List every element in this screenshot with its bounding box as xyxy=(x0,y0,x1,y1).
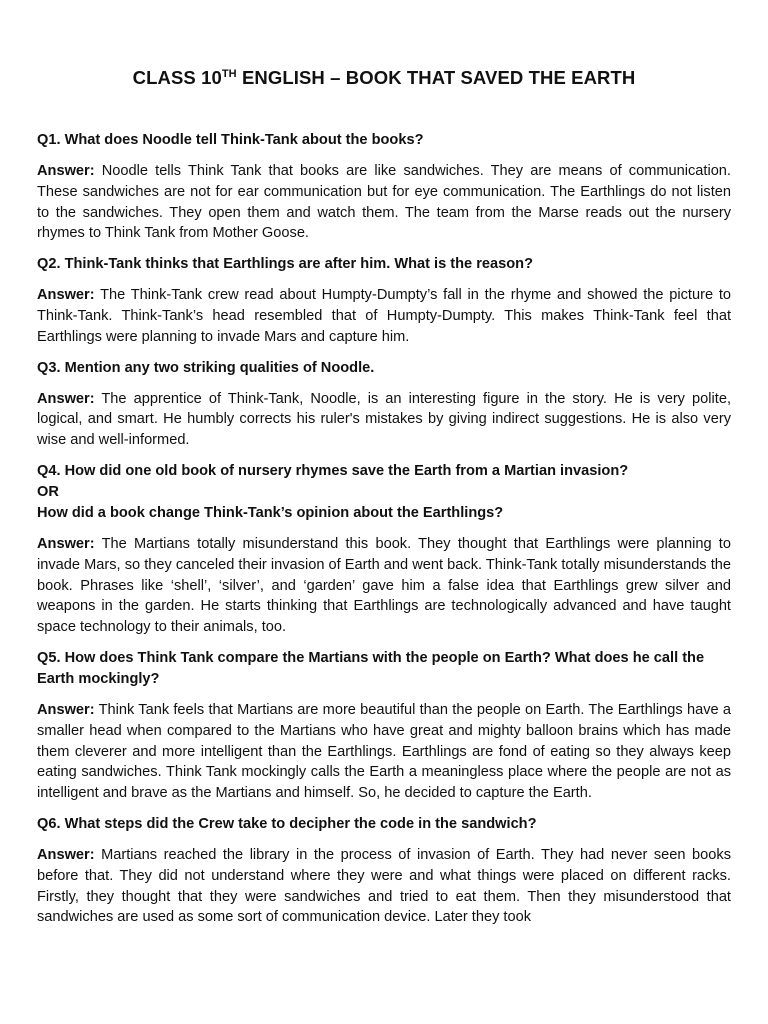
qa-block-2 xyxy=(37,254,731,347)
answer-label: Answer: xyxy=(37,846,95,863)
answer-label: Answer: xyxy=(37,701,95,718)
question: Q6. What steps did the Crew take to decipher the code in the sandwich? xyxy=(37,815,537,832)
answer xyxy=(37,534,731,638)
question: Q2. Think-Tank thinks that Earthlings are after him. What is the reason? xyxy=(37,256,534,273)
qa-block-1 xyxy=(37,130,731,244)
title-prefix: CLASS 10 xyxy=(132,67,222,88)
or-separator: OR xyxy=(37,483,59,500)
title-suffix: ENGLISH – BOOK THAT SAVED THE EARTH xyxy=(236,67,636,88)
question: Q5. How does Think Tank compare the Martians with the people on Earth? What does he call the Earth mockingly? xyxy=(37,649,705,687)
answer-text: The Think-Tank crew read about Humpty-Dumpty’s fall in the rhyme and showed the picture to Think-Tank. Think-Tank’s head resembled that of Humpty-Dumpty. This makes Think-Tank feel that Earthlings were planning to invade Mars and capture him. xyxy=(37,287,731,345)
answer-text: Martians reached the library in the process of invasion of Earth. They had never seen books before that. They did not understand where they were and what things were placed on different racks. Firstly, they thought that they were sandwiches and tried to eat them. Then they misunderstood that sandwiches are used as some sort of communication device. Later they took xyxy=(37,846,731,926)
qa-block-3 xyxy=(37,358,731,451)
answer xyxy=(37,161,731,244)
answer xyxy=(37,389,731,451)
answer-label: Answer: xyxy=(37,390,95,407)
question-alternative: How did a book change Think-Tank’s opinion about the Earthlings? xyxy=(37,504,504,521)
answer-label: Answer: xyxy=(37,287,95,304)
answer-text: Think Tank feels that Martians are more beautiful than the people on Earth. The Earthlings have a smaller head when compared to the Martians who have great and mighty balloon brains which has made them cleverer and more intelligent than the Earthlings. Earthlings are fond of eating so they always keep eating sandwiches. Think Tank mockingly calls the Earth a meaningless place where the people are not as intelligent and brave as the Martians and himself. So, he decided to capture the Earth. xyxy=(37,701,731,802)
answer-text: Noodle tells Think Tank that books are like sandwiches. They are means of communication. These sandwiches are not for ear communication but for eye communication. The Earthlings do not listen to the sandwiches. They open them and watch them. The team from the Marse reads out the nursery rhymes to Think Tank from Mother Goose. xyxy=(37,163,731,242)
qa-block-4 xyxy=(37,461,731,638)
answer-text: The apprentice of Think-Tank, Noodle, is an interesting figure in the story. He is very polite, logical, and smart. He humbly corrects his ruler's mistakes by giving indirect suggestions. He is also very wise and well-informed. xyxy=(37,390,731,449)
question: Q3. Mention any two striking qualities of Noodle. xyxy=(37,359,375,376)
page-title xyxy=(37,66,731,90)
answer-label: Answer: xyxy=(37,535,95,552)
qa-block-6 xyxy=(37,814,731,928)
question: Q1. What does Noodle tell Think-Tank about the books? xyxy=(37,132,424,148)
question: Q4. How did one old book of nursery rhymes save the Earth from a Martian invasion? xyxy=(37,462,629,479)
answer-text: The Martians totally misunderstand this book. They thought that Earthlings were planning to invade Mars, so they canceled their invasion of Earth and went back. Think-Tank totally misunderstands the book. Phrases like ‘shell’, ‘silver’, and ‘garden’ gave him a false idea that Earthlings grew silver and weapons in the garden. He starts thinking that Earthlings are technologically advanced and have taught space technology to their animals, too. xyxy=(37,535,731,636)
qa-block-5 xyxy=(37,648,731,804)
answer xyxy=(37,845,731,928)
answer-label: Answer: xyxy=(37,163,95,179)
title-superscript: TH xyxy=(221,68,237,80)
answer xyxy=(37,700,731,804)
answer xyxy=(37,285,731,347)
